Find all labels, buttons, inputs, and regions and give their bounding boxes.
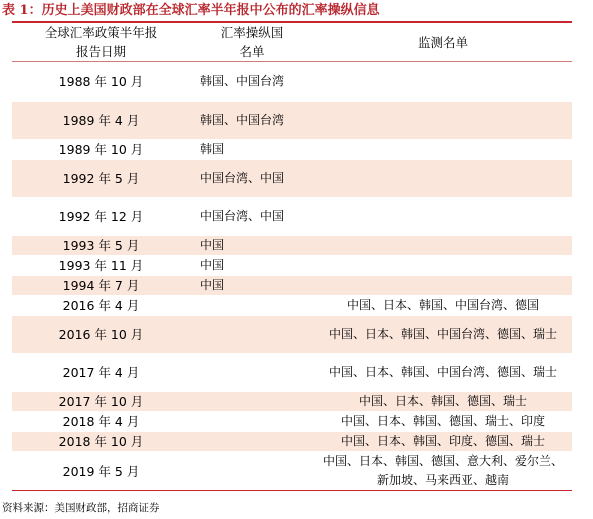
- cell-monitoring: [314, 160, 572, 198]
- table-row: [12, 160, 572, 198]
- table-header-row: [12, 23, 572, 62]
- cell-manipulators: 韩国、中国台湾: [190, 102, 314, 140]
- table-row: [12, 140, 572, 160]
- cell-report-date: 1988 年 10 月: [12, 62, 190, 102]
- cell-monitoring: [314, 276, 572, 296]
- table-row: [12, 432, 572, 452]
- cell-manipulators: [190, 452, 314, 491]
- cell-manipulators: 韩国: [190, 140, 314, 160]
- table-row: [12, 256, 572, 276]
- table-row: [12, 62, 572, 102]
- header-monitoring: [314, 23, 572, 62]
- cell-monitoring: 中国、日本、韩国、中国台湾、德国: [314, 296, 572, 316]
- cell-report-date: 2017 年 4 月: [12, 354, 190, 392]
- cell-monitoring: [314, 62, 572, 102]
- cell-report-date: 2019 年 5 月: [12, 452, 190, 491]
- table-row: [12, 236, 572, 256]
- cell-manipulators: [190, 432, 314, 452]
- cell-report-date: 1989 年 10 月: [12, 140, 190, 160]
- cell-manipulators: [190, 296, 314, 316]
- cell-monitoring: 中国、日本、韩国、德国、瑞士: [314, 392, 572, 412]
- header-manipulators-text: 汇率操纵国 名单: [220, 25, 284, 59]
- cell-report-date: 2018 年 10 月: [12, 432, 190, 452]
- cell-manipulators: [190, 392, 314, 412]
- source-note: 资料来源：美国财政部，招商证券: [2, 502, 160, 514]
- cell-manipulators: 中国: [190, 236, 314, 256]
- header-monitoring-text: 监测名单: [417, 34, 468, 50]
- cell-report-date: 1994 年 7 月: [12, 276, 190, 296]
- table-row: [12, 198, 572, 236]
- manipulation-table: [12, 23, 572, 491]
- cell-manipulators: [190, 412, 314, 432]
- cell-manipulators: 韩国、中国台湾: [190, 62, 314, 102]
- cell-manipulators: [190, 354, 314, 392]
- cell-monitoring: [314, 102, 572, 140]
- table-row: [12, 276, 572, 296]
- cell-monitoring: 中国、日本、韩国、印度、德国、瑞士: [314, 432, 572, 452]
- cell-report-date: 2017 年 10 月: [12, 392, 190, 412]
- cell-report-date: 2016 年 4 月: [12, 296, 190, 316]
- table-row: [12, 102, 572, 140]
- cell-monitoring: 中国、日本、韩国、德国、瑞士、印度: [314, 412, 572, 432]
- table-row: [12, 412, 572, 432]
- cell-monitoring: 中国、日本、韩国、中国台湾、德国、瑞士: [314, 316, 572, 354]
- cell-manipulators: [190, 316, 314, 354]
- cell-report-date: 2018 年 4 月: [12, 412, 190, 432]
- cell-report-date: 1992 年 5 月: [12, 160, 190, 198]
- table-caption: 表 1：历史上美国财政部在全球汇率半年报中公布的汇率操纵信息: [2, 3, 380, 18]
- cell-report-date: 1992 年 12 月: [12, 198, 190, 236]
- header-report-date-text: 全球汇率政策半年报 报告日期: [44, 25, 158, 59]
- table-row: [12, 354, 572, 392]
- table-body: [12, 62, 572, 491]
- cell-report-date: 1993 年 11 月: [12, 256, 190, 276]
- cell-report-date: 1993 年 5 月: [12, 236, 190, 256]
- cell-report-date: 2016 年 10 月: [12, 316, 190, 354]
- cell-manipulators: 中国: [190, 256, 314, 276]
- header-report-date: [12, 23, 190, 62]
- cell-manipulators: 中国: [190, 276, 314, 296]
- table-row: [12, 452, 572, 491]
- table-row: [12, 392, 572, 412]
- cell-report-date: 1989 年 4 月: [12, 102, 190, 140]
- cell-manipulators: 中国台湾、中国: [190, 198, 314, 236]
- cell-monitoring: 中国、日本、韩国、德国、意大利、爱尔兰、新加坡、马来西亚、越南: [314, 452, 572, 491]
- cell-monitoring: [314, 140, 572, 160]
- cell-manipulators: 中国台湾、中国: [190, 160, 314, 198]
- table-row: [12, 316, 572, 354]
- cell-monitoring: [314, 198, 572, 236]
- header-manipulators: [190, 23, 314, 62]
- cell-monitoring: [314, 236, 572, 256]
- cell-monitoring: 中国、日本、韩国、中国台湾、德国、瑞士: [314, 354, 572, 392]
- table-row: [12, 296, 572, 316]
- cell-monitoring: [314, 256, 572, 276]
